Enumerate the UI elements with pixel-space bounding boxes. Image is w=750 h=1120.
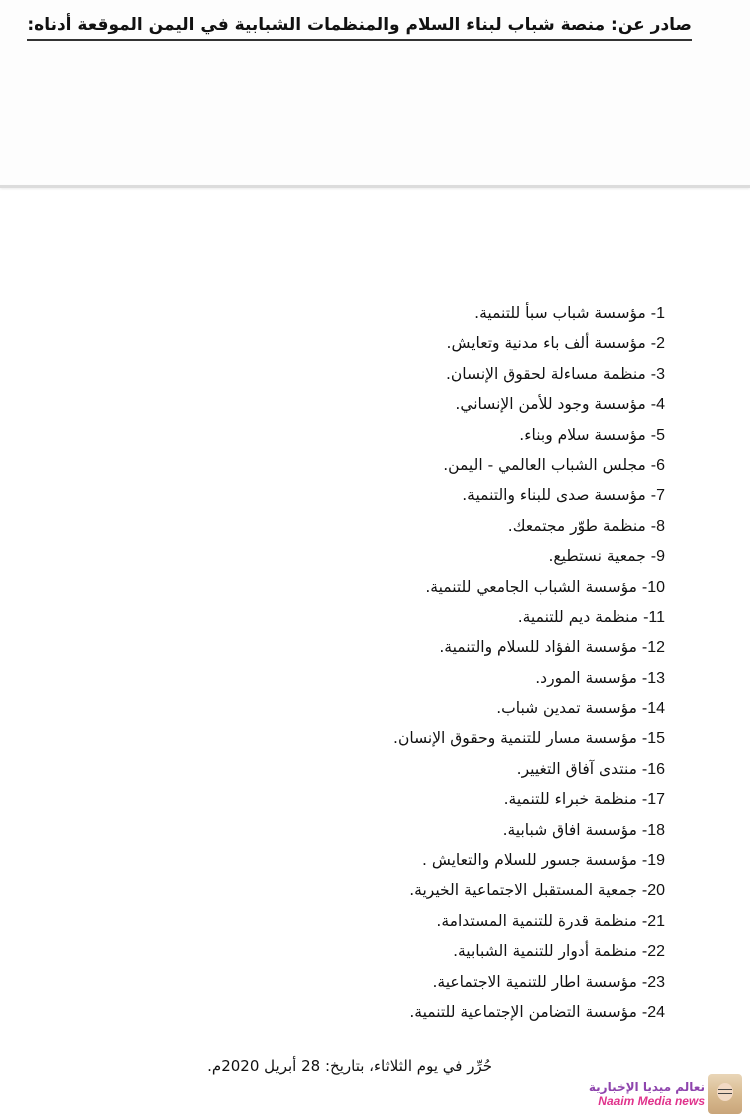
list-item (245, 969, 665, 999)
organization-name: منظمة خبراء للتنمية. (503, 790, 637, 809)
watermark-text (589, 1080, 705, 1108)
list-item (245, 817, 665, 847)
list-item (245, 725, 665, 755)
organization-name: جمعية نستطيع. (548, 547, 646, 566)
organization-name: مؤسسة صدى للبناء والتنمية. (462, 486, 646, 505)
list-item (245, 908, 665, 938)
item-number: 24- (641, 1003, 665, 1021)
organization-name: منتدى آفاق التغيير. (516, 759, 637, 778)
list-item (245, 877, 665, 907)
organization-name: مجلس الشباب العالمي - اليمن. (443, 455, 646, 474)
item-number: 22- (641, 943, 665, 961)
item-number: 21- (641, 912, 665, 930)
organization-name: مؤسسة سلام وبناء. (519, 425, 646, 444)
organization-name: مؤسسة افاق شبابية. (502, 820, 637, 839)
page-divider (0, 185, 750, 188)
list-item (245, 361, 665, 391)
media-watermark (582, 1072, 742, 1116)
list-item (245, 604, 665, 634)
list-item (245, 482, 665, 512)
organization-name: منظمة مساءلة لحقوق الإنسان. (445, 364, 646, 383)
list-item (245, 330, 665, 360)
organization-name: مؤسسة مسار للتنمية وحقوق الإنسان. (393, 729, 637, 748)
item-number: 10- (641, 578, 665, 596)
list-item (245, 422, 665, 452)
item-number: 14- (641, 700, 665, 718)
organization-name: مؤسسة المورد. (535, 668, 637, 687)
item-number: 23- (641, 973, 665, 991)
list-item (245, 847, 665, 877)
item-number: 11- (643, 608, 665, 626)
issue-date-note: حُرِّر في يوم الثلاثاء، بتاريخ: 28 أبريل 2020م. (207, 1057, 492, 1075)
person-avatar-icon (708, 1074, 742, 1114)
list-item (245, 695, 665, 725)
organization-name: مؤسسة جسور للسلام والتعايش . (421, 851, 637, 870)
organization-name: مؤسسة شباب سبأ للتنمية. (474, 304, 646, 322)
organization-name: مؤسسة تمدين شباب. (496, 699, 637, 718)
organization-name: مؤسسة الشباب الجامعي للتنمية. (425, 577, 637, 596)
organization-name: مؤسسة وجود للأمن الإنساني. (455, 395, 646, 414)
organization-name: جمعية المستقبل الاجتماعية الخيرية. (409, 881, 637, 900)
document-header-area (0, 0, 750, 185)
issued-by-heading: صادر عن: منصة شباب لبناء السلام والمنظمات الشبابية في اليمن الموقعة أدناه: (27, 14, 692, 41)
list-item (245, 543, 665, 573)
organization-name: مؤسسة اطار للتنمية الاجتماعية. (432, 972, 637, 991)
organization-name: مؤسسة الفؤاد للسلام والتنمية. (439, 638, 637, 657)
item-number: 13- (641, 669, 665, 687)
item-number: 5- (650, 426, 665, 444)
list-item (245, 452, 665, 482)
organization-name: منظمة قدرة للتنمية المستدامة. (436, 911, 637, 930)
list-item (245, 634, 665, 664)
item-number: 17- (641, 791, 665, 809)
organization-name: مؤسسة ألف باء مدنية وتعايش. (446, 334, 646, 353)
list-item (245, 513, 665, 543)
list-item (245, 786, 665, 816)
watermark-english: Naaim Media news (598, 1094, 705, 1108)
item-number: 15- (641, 730, 665, 748)
item-number: 6- (650, 456, 665, 474)
item-number: 20- (641, 882, 665, 900)
item-number: 3- (650, 365, 665, 383)
item-number: 18- (641, 821, 665, 839)
item-number: 16- (641, 760, 665, 778)
item-number: 8- (650, 517, 665, 535)
organization-name: مؤسسة التضامن الإجتماعية للتنمية. (409, 1002, 637, 1021)
organization-name: منظمة طوّر مجتمعك. (507, 516, 646, 535)
watermark-arabic: نعالم ميديا الإخبارية (588, 1080, 705, 1094)
list-item (245, 756, 665, 786)
organization-name: منظمة ديم للتنمية. (517, 607, 639, 626)
list-item (245, 391, 665, 421)
list-item (245, 999, 665, 1029)
list-item (245, 665, 665, 695)
list-item (245, 574, 665, 604)
organizations-list (245, 300, 665, 1029)
item-number: 9- (650, 548, 665, 566)
item-number: 1- (650, 305, 665, 322)
item-number: 4- (650, 396, 665, 414)
item-number: 2- (650, 335, 665, 353)
list-item (245, 938, 665, 968)
item-number: 7- (650, 487, 665, 505)
list-item (245, 300, 665, 330)
organization-name: منظمة أدوار للتنمية الشبابية. (453, 942, 637, 961)
item-number: 19- (641, 852, 665, 870)
item-number: 12- (641, 639, 665, 657)
